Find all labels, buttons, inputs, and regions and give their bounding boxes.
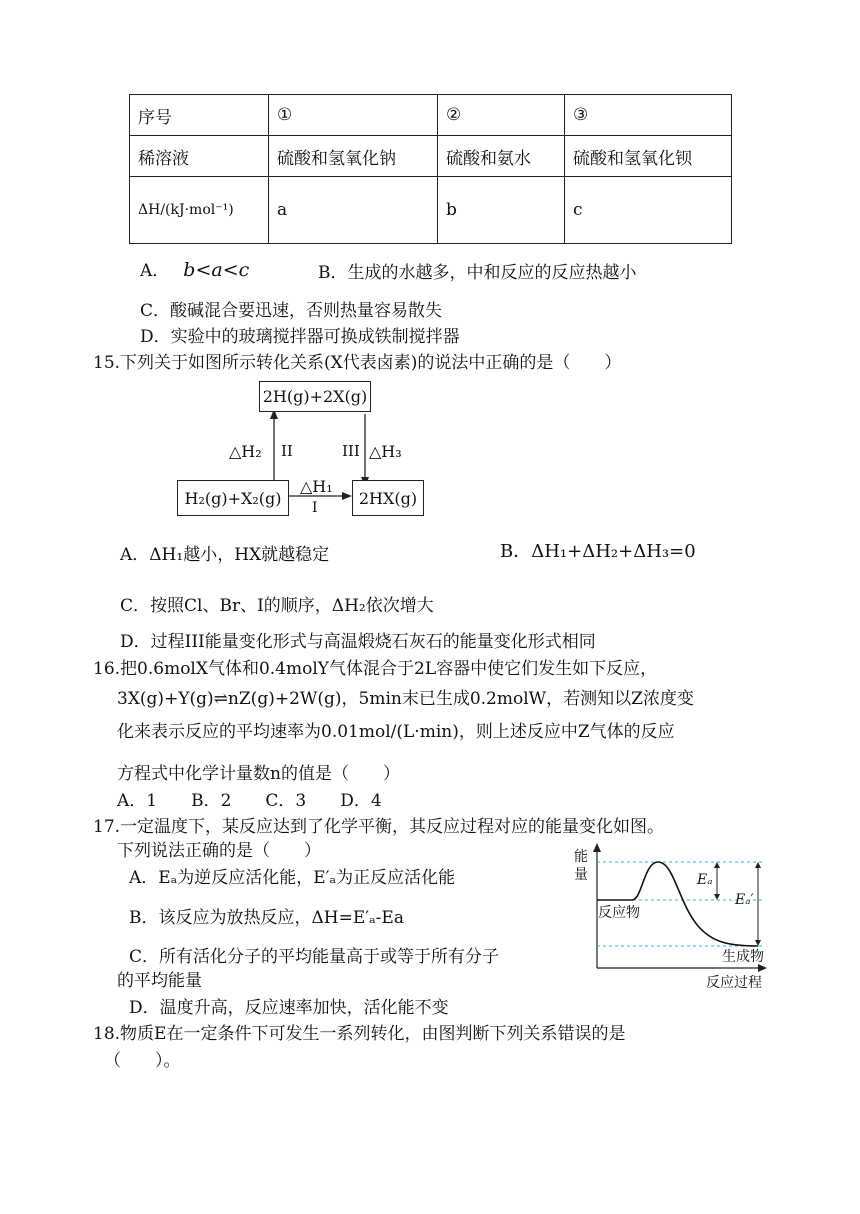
question-17-line: 下列说法正确的是（ ） xyxy=(117,841,321,861)
reactant-label: 反应物 xyxy=(598,905,640,921)
product-label: 生成物 xyxy=(722,949,764,965)
process-2-label: II xyxy=(281,442,293,460)
table-cell: 序号 xyxy=(130,95,269,136)
option-a xyxy=(140,256,249,281)
left-box: H₂(g)+X₂(g) xyxy=(177,480,289,516)
question-18-line: （ ）。 xyxy=(104,1051,181,1071)
dh3-label: △H₃ xyxy=(369,442,402,461)
table-cell: c xyxy=(565,177,732,244)
x-axis-label: 反应过程 xyxy=(706,975,762,991)
right-box: 2HX(g) xyxy=(352,480,424,516)
option-b: B．该反应为放热反应，ΔH=E′ₐ-Ea xyxy=(129,908,404,928)
question-16-options: A．1 B．2 C．3 D．4 xyxy=(117,791,382,811)
option-c: C．酸碱混合要迅速，否则热量容易散失 xyxy=(140,301,443,321)
table-cell: 硫酸和氢氧化钡 xyxy=(565,136,732,177)
process-3-label: III xyxy=(342,442,360,460)
option-b: B．ΔH₁+ΔH₂+ΔH₃=0 xyxy=(500,541,696,562)
ea-prime-label: Eₐ′ xyxy=(735,892,754,908)
option-c-continued: 的平均能量 xyxy=(117,971,202,991)
solution-table xyxy=(129,94,732,244)
y-axis-label: 能 xyxy=(574,849,588,865)
top-box: 2H(g)+2X(g) xyxy=(259,381,371,412)
option-b: B．生成的水越多，中和反应的反应热越小 xyxy=(318,263,637,283)
y-axis-label: 量 xyxy=(574,867,588,883)
table-cell: 硫酸和氢氧化钠 xyxy=(269,136,438,177)
option-label: A． xyxy=(140,261,170,281)
question-16-line: 方程式中化学计量数n的值是（ ） xyxy=(117,764,400,784)
table-cell: 稀溶液 xyxy=(130,136,269,177)
table-cell: ΔH/(kJ·mol⁻¹) xyxy=(130,177,269,244)
table-cell: 硫酸和氨水 xyxy=(438,136,565,177)
option-d: D．实验中的玻璃搅拌器可换成铁制搅拌器 xyxy=(140,327,460,347)
table-row xyxy=(130,136,732,177)
process-1-label: I xyxy=(312,500,318,516)
question-16-line: 3X(g)+Y(g)⇌nZ(g)+2W(g)，5min末已生成0.2molW，若测知以Z浓度变 xyxy=(117,689,694,709)
option-c: C．按照Cl、Br、I的顺序，ΔH₂依次增大 xyxy=(120,596,434,616)
option-a: A．Eₐ为逆反应活化能，E′ₐ为正反应活化能 xyxy=(129,868,456,888)
ea-label: Eₐ xyxy=(697,872,713,888)
table-cell: ② xyxy=(438,95,565,136)
option-d: D．过程III能量变化形式与高温煅烧石灰石的能量变化形式相同 xyxy=(120,632,596,652)
question-16-line: 16.把0.6molX气体和0.4molY气体混合于2L容器中使它们发生如下反应， xyxy=(93,659,658,679)
table-row xyxy=(130,95,732,136)
option-c: C．所有活化分子的平均能量高于或等于所有分子 xyxy=(129,947,500,967)
table-row xyxy=(130,177,732,244)
option-a: A．ΔH₁越小，HX就越稳定 xyxy=(120,545,330,565)
dh1-label: △H₁ xyxy=(300,477,333,496)
table-cell: b xyxy=(438,177,565,244)
table-cell: ① xyxy=(269,95,438,136)
question-18-line: 18.物质E在一定条件下可发生一系列转化，由图判断下列关系错误的是 xyxy=(93,1024,626,1044)
table-cell: ③ xyxy=(565,95,732,136)
option-d: D．温度升高，反应速率加快，活化能不变 xyxy=(129,998,449,1018)
question-16-line: 化来表示反应的平均速率为0.01mol/(L·min)，则上述反应中Z气体的反应 xyxy=(117,722,675,742)
question-17-line: 17.一定温度下，某反应达到了化学平衡，其反应过程对应的能量变化如图。 xyxy=(93,817,665,837)
option-text: b<a<c xyxy=(183,259,250,281)
dh2-label: △H₂ xyxy=(229,442,262,461)
table-cell: a xyxy=(269,177,438,244)
question-15-stem: 15.下列关于如图所示转化关系(X代表卤素)的说法中正确的是（ ） xyxy=(93,353,622,373)
